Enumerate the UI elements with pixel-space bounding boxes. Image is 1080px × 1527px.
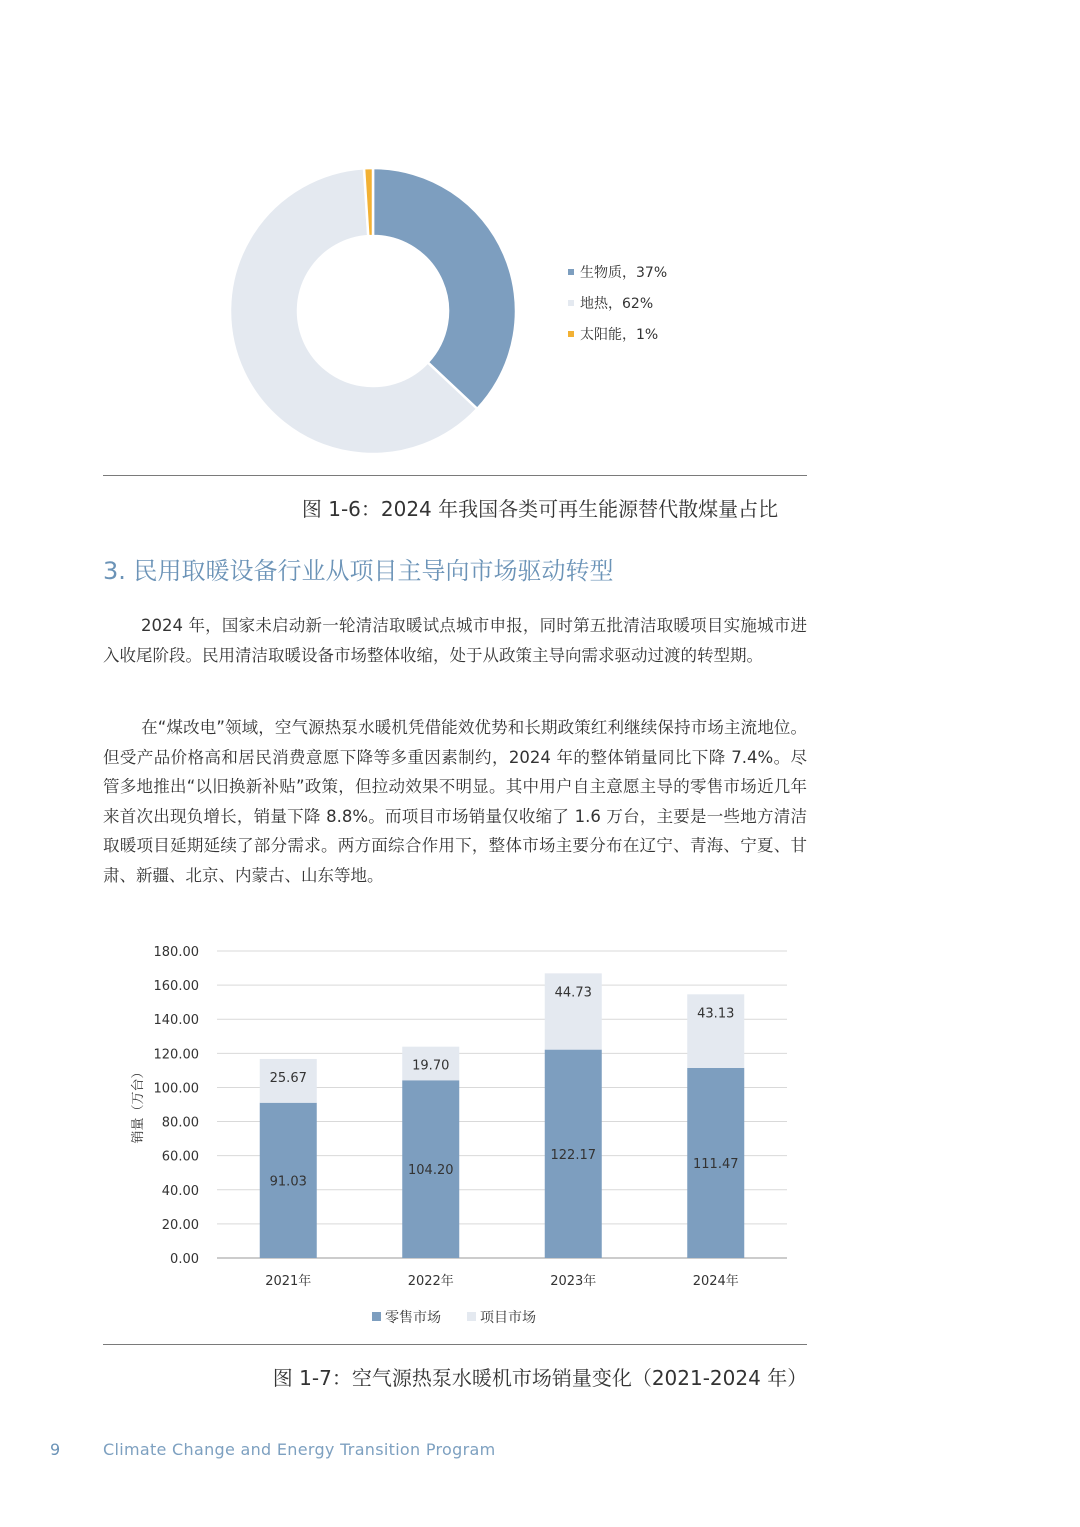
donut-legend-item-2 [568, 324, 658, 344]
bar-value-label-0-2: 122.17 [550, 1147, 596, 1163]
y-tick-label-8: 160.00 [153, 979, 199, 995]
y-tick-label-4: 80.00 [161, 1115, 199, 1131]
bar-value-label-1-1: 19.70 [412, 1058, 450, 1074]
y-tick-label-5: 100.00 [153, 1081, 199, 1097]
y-tick-label-3: 60.00 [161, 1149, 199, 1165]
bar-value-label-1-2: 44.73 [554, 985, 592, 1001]
bar-value-label-1-0: 25.67 [269, 1070, 307, 1086]
footer-program: Climate Change and Energy Transition Program [103, 1440, 496, 1459]
x-tick-label-3: 2024年 [692, 1274, 739, 1289]
y-tick-label-0: 0.00 [170, 1252, 199, 1267]
bar-legend-label-1: 项目市场 [480, 1310, 536, 1326]
x-tick-label-1: 2022年 [407, 1274, 454, 1289]
y-axis-label: 销量（万台） [131, 1065, 146, 1144]
donut-legend-item-1 [568, 293, 653, 313]
donut-legend-item-0 [568, 262, 667, 282]
figure-caption-1-7: 图 1-7：空气源热泵水暖机市场销量变化（2021-2024 年） [272, 1366, 808, 1390]
donut-legend-swatch-0 [568, 269, 574, 275]
bar-legend-swatch-0 [372, 1312, 381, 1321]
donut-legend-label-1: 地热，62% [580, 296, 654, 312]
bar-value-label-1-3: 43.13 [697, 1006, 735, 1022]
page-number: 9 [50, 1440, 61, 1459]
x-tick-label-2: 2023年 [550, 1274, 597, 1289]
divider-top [103, 475, 807, 476]
bar-value-label-0-3: 111.47 [693, 1156, 739, 1172]
bar-legend-swatch-1 [467, 1312, 476, 1321]
x-tick-label-0: 2021年 [265, 1274, 312, 1289]
donut-legend-label-2: 太阳能，1% [580, 327, 659, 343]
y-tick-label-9: 180.00 [153, 945, 199, 960]
y-tick-label-1: 20.00 [161, 1217, 199, 1233]
donut-chart [200, 150, 540, 480]
donut-legend-swatch-2 [568, 331, 574, 337]
donut-legend-swatch-1 [568, 300, 574, 306]
paragraph-2: 在“煤改电”领域，空气源热泵水暖机凭借能效优势和长期政策红利继续保持市场主流地位。但受产品价格高和居民消费意愿下降等多重因素制约，2024 年的整体销量同比下降 7.4%。尽管多地推出“以旧换新补贴”政策，但拉动效果不明显。其中用户自主意愿主导的零售市场近几年来首次出现负增长，销量下降 8.8%。而项目市场销量仅收缩了 1.6 万台，主要是一些地方清洁取暖项目延期延续了部分需求。两方面综合作用下，整体市场主要分布在辽宁、青海、宁夏、甘肃、新疆、北京、内蒙古、山东等地。 [103, 718, 807, 885]
figure-caption-1-6: 图 1-6：2024 年我国各类可再生能源替代散煤量占比 [301, 497, 779, 521]
bar-value-label-0-0: 91.03 [269, 1174, 307, 1190]
stacked-bar-chart [120, 930, 810, 1340]
y-tick-label-6: 120.00 [153, 1047, 199, 1063]
paragraph-1: 2024 年，国家未启动新一轮清洁取暖试点城市申报，同时第五批清洁取暖项目实施城市进入收尾阶段。民用清洁取暖设备市场整体收缩，处于从政策主导向需求驱动过渡的转型期。 [103, 616, 807, 665]
donut-legend-label-0: 生物质，37% [580, 265, 668, 281]
bar-legend-label-0: 零售市场 [385, 1310, 441, 1326]
y-tick-label-2: 40.00 [161, 1183, 199, 1199]
y-tick-label-7: 140.00 [153, 1013, 199, 1029]
donut-slice-0 [373, 168, 516, 409]
section-heading: 3. 民用取暖设备行业从项目主导向市场驱动转型 [103, 557, 614, 585]
divider-bottom [103, 1344, 807, 1345]
bar-value-label-0-1: 104.20 [408, 1163, 454, 1179]
